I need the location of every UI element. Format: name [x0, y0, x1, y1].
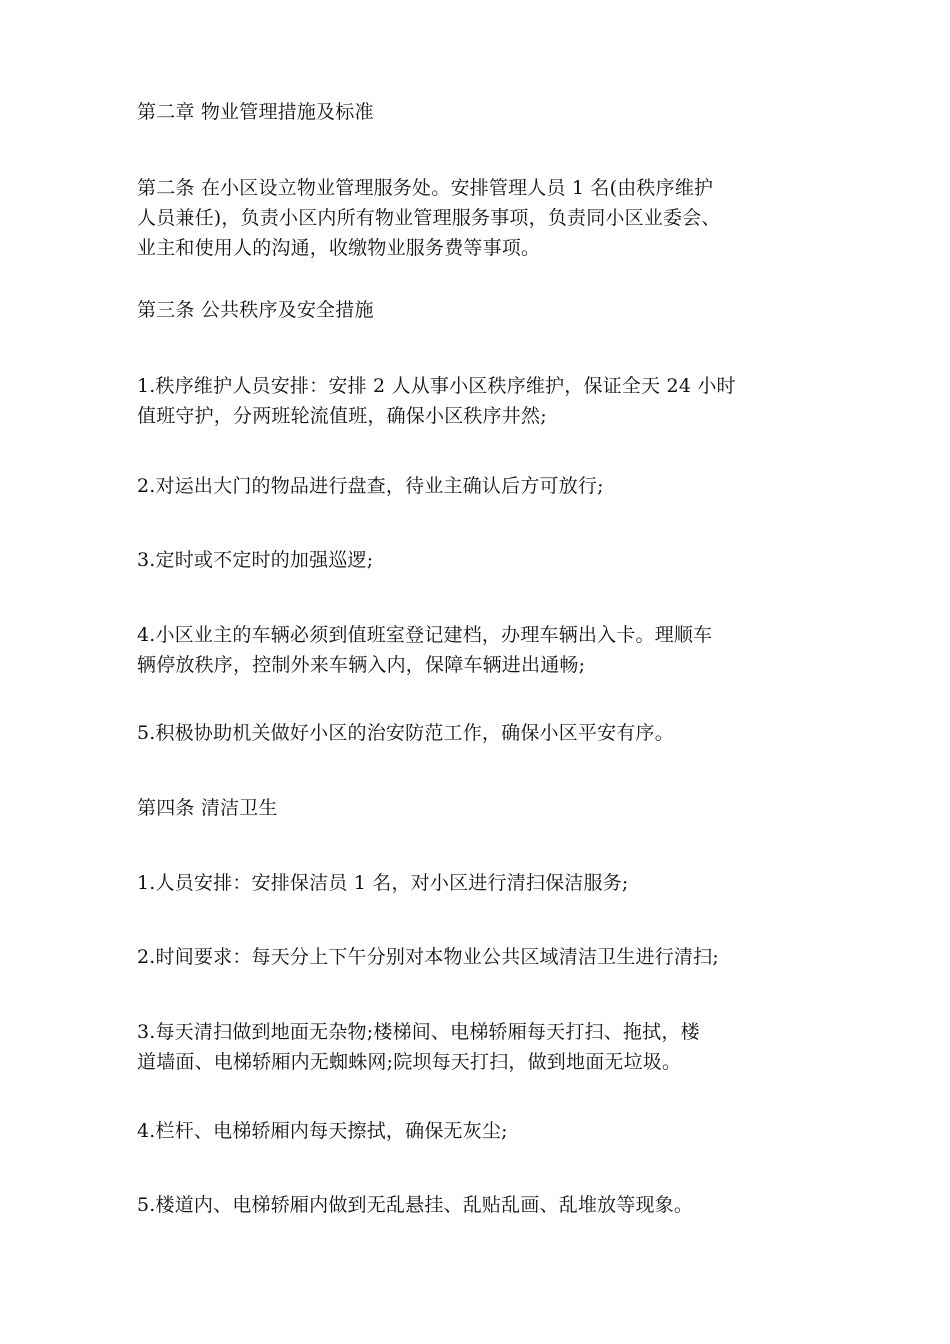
- article-2-line-1: 第二条 在小区设立物业管理服务处。安排管理人员 1 名(由秩序维护: [137, 177, 714, 199]
- article-4-item-1: [137, 868, 837, 898]
- article-3-item-3-text: 3.定时或不定时的加强巡逻;: [137, 549, 374, 571]
- article-4-title: [137, 793, 837, 823]
- article-2-paragraph: [137, 173, 837, 263]
- article-3-item-5-text: 5.积极协助机关做好小区的治安防范工作，确保小区平安有序。: [137, 722, 674, 744]
- article-4-item-3-line-1: 3.每天清扫做到地面无杂物;楼梯间、电梯轿厢每天打扫、拖拭，楼: [137, 1021, 700, 1043]
- article-2-line-3: 业主和使用人的沟通，收缴物业服务费等事项。: [137, 237, 541, 259]
- article-4-item-4-text: 4.栏杆、电梯轿厢内每天擦拭，确保无灰尘;: [137, 1120, 508, 1142]
- article-3-item-4-line-1: 4.小区业主的车辆必须到值班室登记建档，办理车辆出入卡。理顺车: [137, 624, 713, 646]
- article-4-item-2: [137, 942, 837, 972]
- article-4-item-1-text: 1.人员安排：安排保洁员 1 名，对小区进行清扫保洁服务;: [137, 872, 629, 894]
- chapter-title: [137, 97, 837, 127]
- article-3-item-1-line-2: 值班守护，分两班轮流值班，确保小区秩序井然;: [137, 405, 547, 427]
- article-3-item-4: [137, 620, 837, 680]
- article-3-item-1: [137, 371, 837, 431]
- article-4-item-5: [137, 1190, 837, 1220]
- article-3-item-2: [137, 471, 837, 501]
- article-3-item-4-line-2: 辆停放秩序，控制外来车辆入内，保障车辆进出通畅;: [137, 654, 586, 676]
- article-4-item-3: [137, 1017, 837, 1077]
- chapter-title-text: 第二章 物业管理措施及标准: [137, 101, 374, 123]
- article-4-item-3-line-2: 道墙面、电梯轿厢内无蜘蛛网;院坝每天打扫，做到地面无垃圾。: [137, 1051, 682, 1073]
- article-3-title-text: 第三条 公共秩序及安全措施: [137, 299, 374, 321]
- article-4-item-2-text: 2.时间要求：每天分上下午分别对本物业公共区域清洁卫生进行清扫;: [137, 946, 719, 968]
- article-3-title: [137, 295, 837, 325]
- article-4-item-4: [137, 1116, 837, 1146]
- article-4-item-5-text: 5.楼道内、电梯轿厢内做到无乱悬挂、乱贴乱画、乱堆放等现象。: [137, 1194, 694, 1216]
- article-4-title-text: 第四条 清洁卫生: [137, 797, 278, 819]
- article-3-item-1-line-1: 1.秩序维护人员安排：安排 2 人从事小区秩序维护，保证全天 24 小时: [137, 375, 736, 397]
- article-3-item-3: [137, 545, 837, 575]
- article-2-line-2: 人员兼任)，负责小区内所有物业管理服务事项，负责同小区业委会、: [137, 207, 721, 229]
- article-3-item-2-text: 2.对运出大门的物品进行盘查，待业主确认后方可放行;: [137, 475, 604, 497]
- article-3-item-5: [137, 718, 837, 748]
